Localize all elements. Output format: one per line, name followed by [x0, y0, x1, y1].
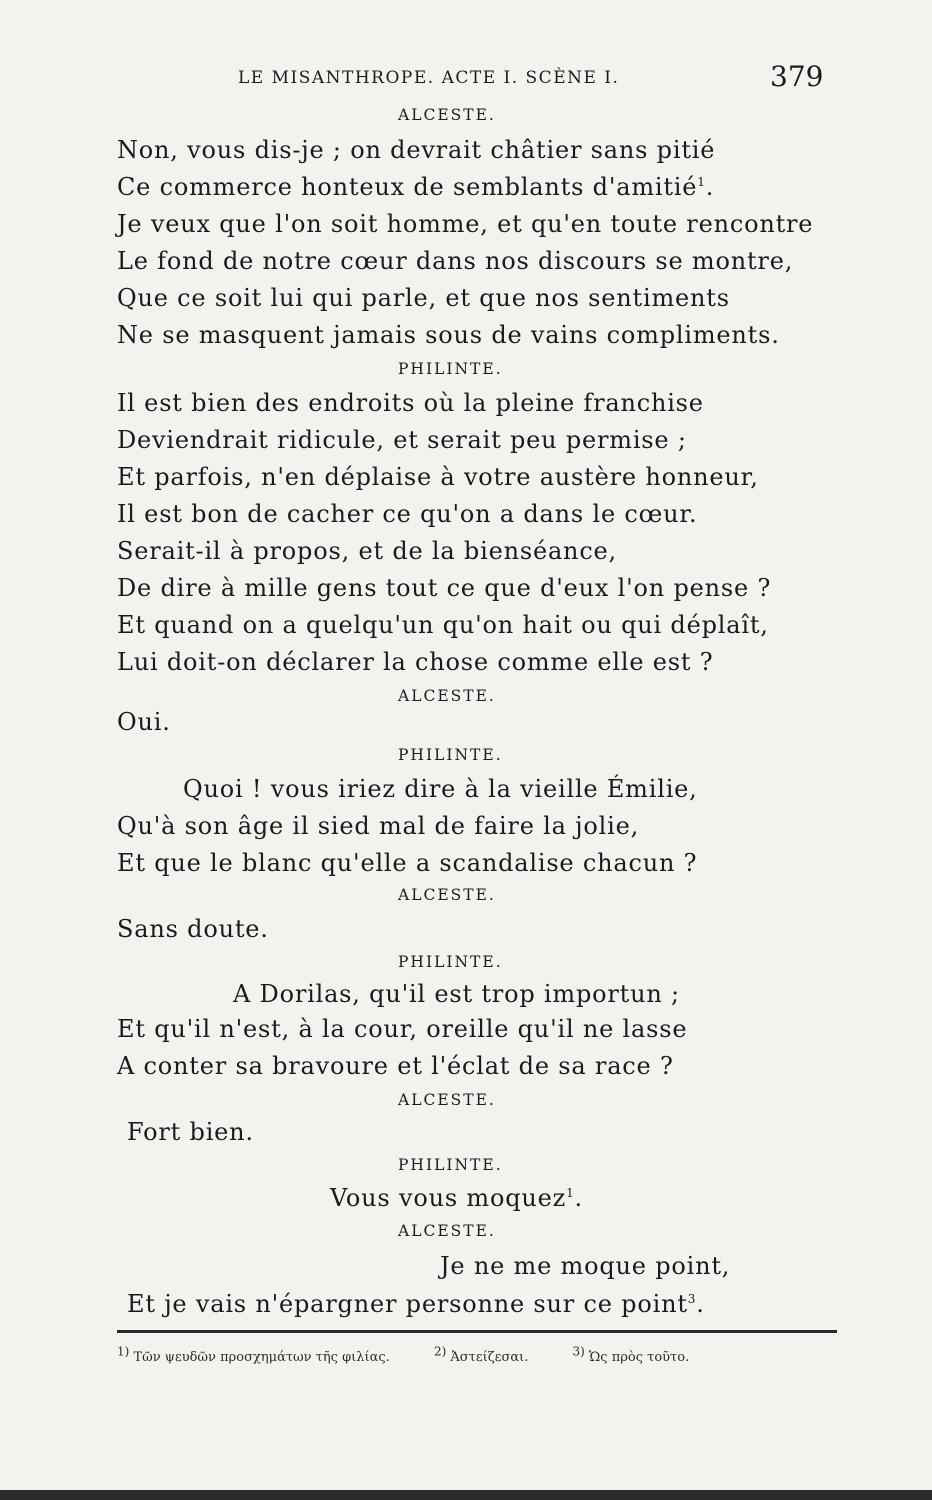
verse-line: Il est bien des endroits où la pleine franchise	[117, 389, 704, 417]
speaker-name: PHILINTE.	[398, 360, 503, 378]
footnote-text: Τῶν ψευδῶν προσχημάτων τῆς φιλίας.	[133, 1350, 390, 1365]
verse-line: Sans doute.	[117, 915, 269, 943]
speaker-name: ALCESTE.	[398, 106, 496, 124]
speaker-name: ALCESTE.	[398, 687, 496, 705]
speaker-name: ALCESTE.	[398, 886, 496, 904]
footnote-rule	[117, 1330, 837, 1333]
verse-line: Et qu'il n'est, à la cour, oreille qu'il ne lasse	[117, 1015, 688, 1043]
footnote-number: 1)	[117, 1344, 130, 1359]
verse-line: Fort bien.	[127, 1118, 254, 1146]
verse-line: Et que le blanc qu'elle a scandalise chacun ?	[117, 849, 698, 877]
footnote-number: 3)	[572, 1344, 585, 1359]
verse-line: Non, vous dis-je ; on devrait châtier sans pitié	[117, 136, 716, 164]
speaker-name: ALCESTE.	[398, 1091, 496, 1109]
verse-line: Et quand on a quelqu'un qu'on hait ou qui déplaît,	[117, 611, 769, 639]
verse-line: Il est bon de cacher ce qu'on a dans le cœur.	[117, 500, 698, 528]
footnote	[572, 1344, 690, 1365]
verse-line: Je veux que l'on soit homme, et qu'en toute rencontre	[117, 210, 814, 238]
verse-line: Deviendrait ridicule, et serait peu permise ;	[117, 426, 687, 454]
footnote	[117, 1344, 390, 1365]
verse-line: Que ce soit lui qui parle, et que nos sentiments	[117, 284, 730, 312]
verse-line: Serait-il à propos, et de la bienséance,	[117, 537, 617, 565]
verse-text: Vous vous moquez	[330, 1184, 567, 1212]
verse-line: Oui.	[117, 708, 171, 736]
verse-line: Ne se masquent jamais sous de vains compliments.	[117, 321, 780, 349]
verse-line: Lui doit-on déclarer la chose comme elle est ?	[117, 648, 714, 676]
footnote-number: 2)	[433, 1344, 447, 1359]
verse-line: Ce commerce honteux de semblants d'amitié$^1$.	[117, 173, 715, 201]
footnote-text: Ἀστείζεσαι.	[450, 1350, 529, 1365]
verse-line: Quoi ! vous iriez dire à la vieille Émilie,	[183, 775, 698, 803]
footnote-ref: 3	[687, 1292, 697, 1306]
verse-line: A conter sa bravoure et l'éclat de sa race ?	[117, 1052, 674, 1080]
verse-line: Je ne me moque point,	[440, 1252, 731, 1280]
verse-line: De dire à mille gens tout ce que d'eux l'on pense ?	[117, 574, 772, 602]
footnotes	[117, 1344, 797, 1365]
verse-text: Ce commerce honteux de semblants d'amitié	[117, 173, 698, 201]
verse-line: Et parfois, n'en déplaise à votre austère honneur,	[117, 463, 759, 491]
verse-text: Et je vais n'épargner personne sur ce point	[127, 1290, 688, 1318]
footnote-ref: 1	[697, 175, 706, 189]
speaker-name: PHILINTE.	[398, 1156, 503, 1174]
speaker-name: PHILINTE.	[398, 953, 503, 971]
footnote-ref: 1	[566, 1186, 575, 1200]
speaker-name: PHILINTE.	[398, 746, 503, 764]
verse-line: Et je vais n'épargner personne sur ce point$^3$.	[127, 1290, 705, 1318]
speaker-name: ALCESTE.	[398, 1222, 496, 1240]
footnote-text: Ὡς πρὸς τοῦτο.	[588, 1350, 690, 1365]
running-title: LE MISANTHROPE. ACTE I. SCÈNE I.	[238, 68, 620, 88]
page-number: 379	[770, 60, 824, 93]
verse-line: Vous vous moquez$^1$.	[330, 1184, 583, 1212]
footnote	[433, 1344, 529, 1365]
verse-line: Qu'à son âge il sied mal de faire la jolie,	[117, 812, 640, 840]
page-bottom-edge	[0, 1490, 932, 1500]
verse-line: A Dorilas, qu'il est trop importun ;	[233, 980, 680, 1008]
verse-line: Le fond de notre cœur dans nos discours se montre,	[117, 247, 794, 275]
